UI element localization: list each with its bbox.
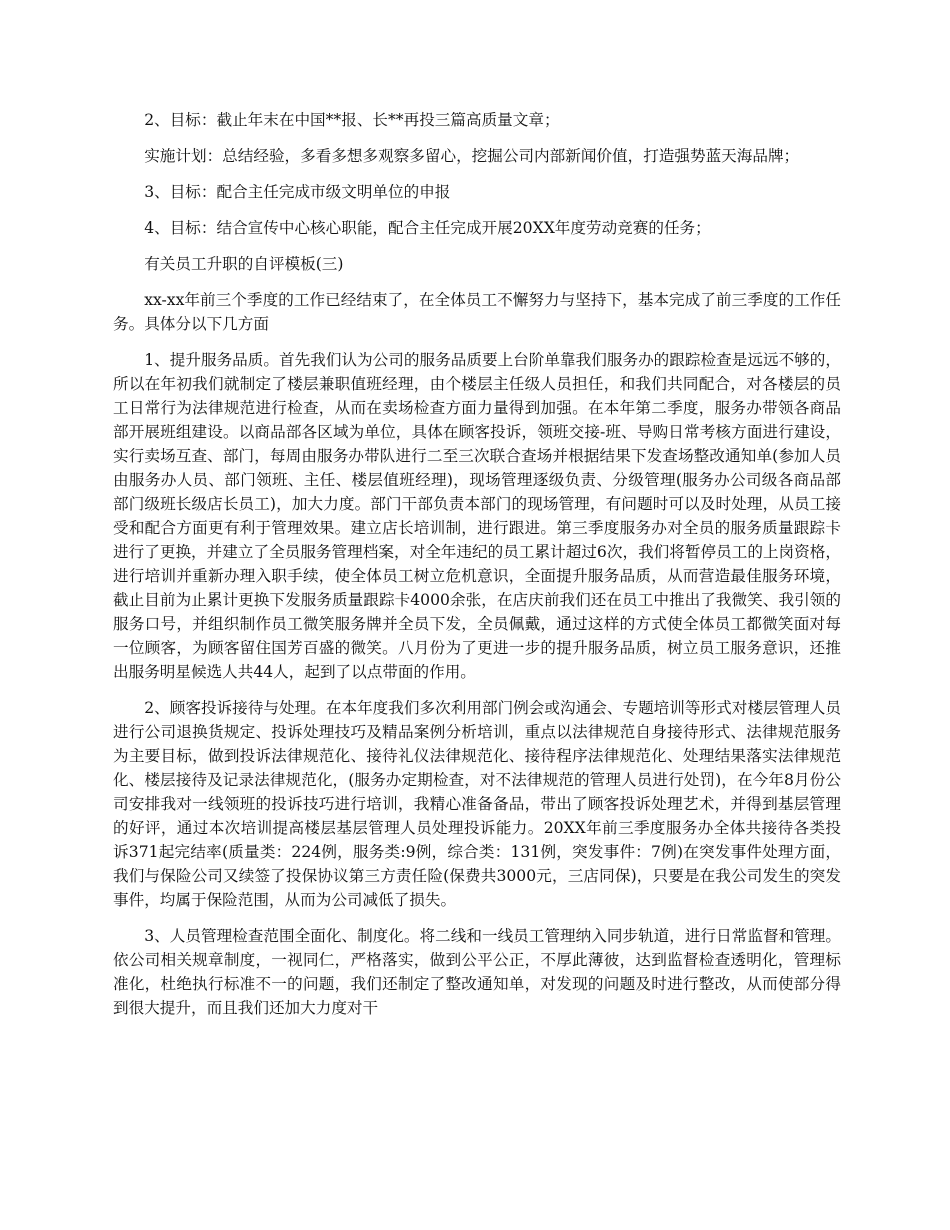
goal-3-paragraph: 3、目标：配合主任完成市级文明单位的申报 (144, 183, 451, 201)
intro-paragraph: xx-xx年前三个季度的工作已经结束了，在全体员工不懈努力与坚持下，基本完成了前三季度的工作任务。具体分以下几方面 (113, 291, 841, 333)
section-heading: 有关员工升职的自评模板(三) (144, 255, 344, 273)
goal-2-paragraph: 2、目标：截止年末在中国**报、长**再投三篇高质量文章； (144, 111, 560, 129)
goal-4-paragraph: 4、目标：结合宣传中心核心职能，配合主任完成开展20XX年度劳动竞赛的任务； (144, 219, 711, 237)
implementation-plan-paragraph: 实施计划：总结经验，多看多想多观察多留心，挖掘公司内部新闻价值，打造强势蓝天海品牌； (144, 147, 800, 165)
document-page (113, 108, 841, 1032)
complaint-handling-paragraph: 2、顾客投诉接待与处理。在本年度我们多次利用部门例会或沟通会、专题培训等形式对楼层管理人员进行公司退换货规定、投诉处理技巧及精品案例分析培训，重点以法律规范自身接待形式、法律规范服务为主要目标，做到投诉法律规范化、接待礼仪法律规范化、接待程序法律规范化、处理结果落实法律规范化、楼层接待及记录法律规范化，(服务办定期检查，对不法律规范的管理人员进行处罚)，在今年8月份公司安排我对一线领班的投诉技巧进行培训，我精心准备备品，带出了顾客投诉处理艺术，并得到基层管理的好评，通过本次培训提高楼层基层管理人员处理投诉能力。20XX年前三季度服务办全体共接待各类投诉371起完结率(质量类：224例，服务类:9例，综合类：131例，突发事件：7例)在突发事件处理方面，我们与保险公司又续签了投保协议第三方责任险(保费共3000元，三店同保)，只要是在我公司发生的突发事件，均属于保险范围，从而为公司减低了损失。 (113, 699, 841, 909)
service-quality-paragraph: 1、提升服务品质。首先我们认为公司的服务品质要上台阶单靠我们服务办的跟踪检查是远远不够的，所以在年初我们就制定了楼层兼职值班经理，由个楼层主任级人员担任，和我们共同配合，对各楼层的员工日常行为法律规范进行检查，从而在卖场检查方面力量得到加强。在本年第二季度，服务办带领各商品部开展班组建设。以商品部各区域为单位，具体在顾客投诉，领班交接-班、导购日常考核方面进行建设，实行卖场互查、部门，每周由服务办带队进行二至三次联合查场并根据结果下发查场整改通知单(参加人员由服务办人员、部门领班、主任、楼层值班经理)，现场管理逐级负责、分级管理(服务办公司级各商品部部门级班长级店长员工)，加大力度。部门干部负责本部门的现场管理，有问题时可以及时处理，从员工接受和配合方面更有利于管理效果。建立店长培训制，进行跟进。第三季度服务办对全员的服务质量跟踪卡进行了更换，并建立了全员服务管理档案，对全年违纪的员工累计超过6次，我们将暂停员工的上岗资格，进行培训并重新办理入职手续，使全体员工树立危机意识，全面提升服务品质，从而营造最佳服务环境，截止目前为止累计更换下发服务质量跟踪卡4000余张，在店庆前我们还在员工中推出了我微笑、我引领的服务口号，并组织制作员工微笑服务牌并全员下发，全员佩戴，通过这样的方式使全体员工都微笑面对每一位顾客，为顾客留住国芳百盛的微笑。八月份为了更进一步的提升服务品质，树立员工服务意识，还推出服务明星候选人共44人，起到了以点带面的作用。 (113, 351, 841, 681)
staff-management-paragraph: 3、人员管理检查范围全面化、制度化。将二线和一线员工管理纳入同步轨道，进行日常监督和管理。依公司相关规章制度，一视同仁，严格落实，做到公平公正，不厚此薄彼，达到监督检查透明化，管理标准化，杜绝执行标准不一的问题，我们还制定了整改通知单，对发现的问题及时进行整改，从而使部分得到很大提升，而且我们还加大力度对干 (113, 927, 841, 1017)
